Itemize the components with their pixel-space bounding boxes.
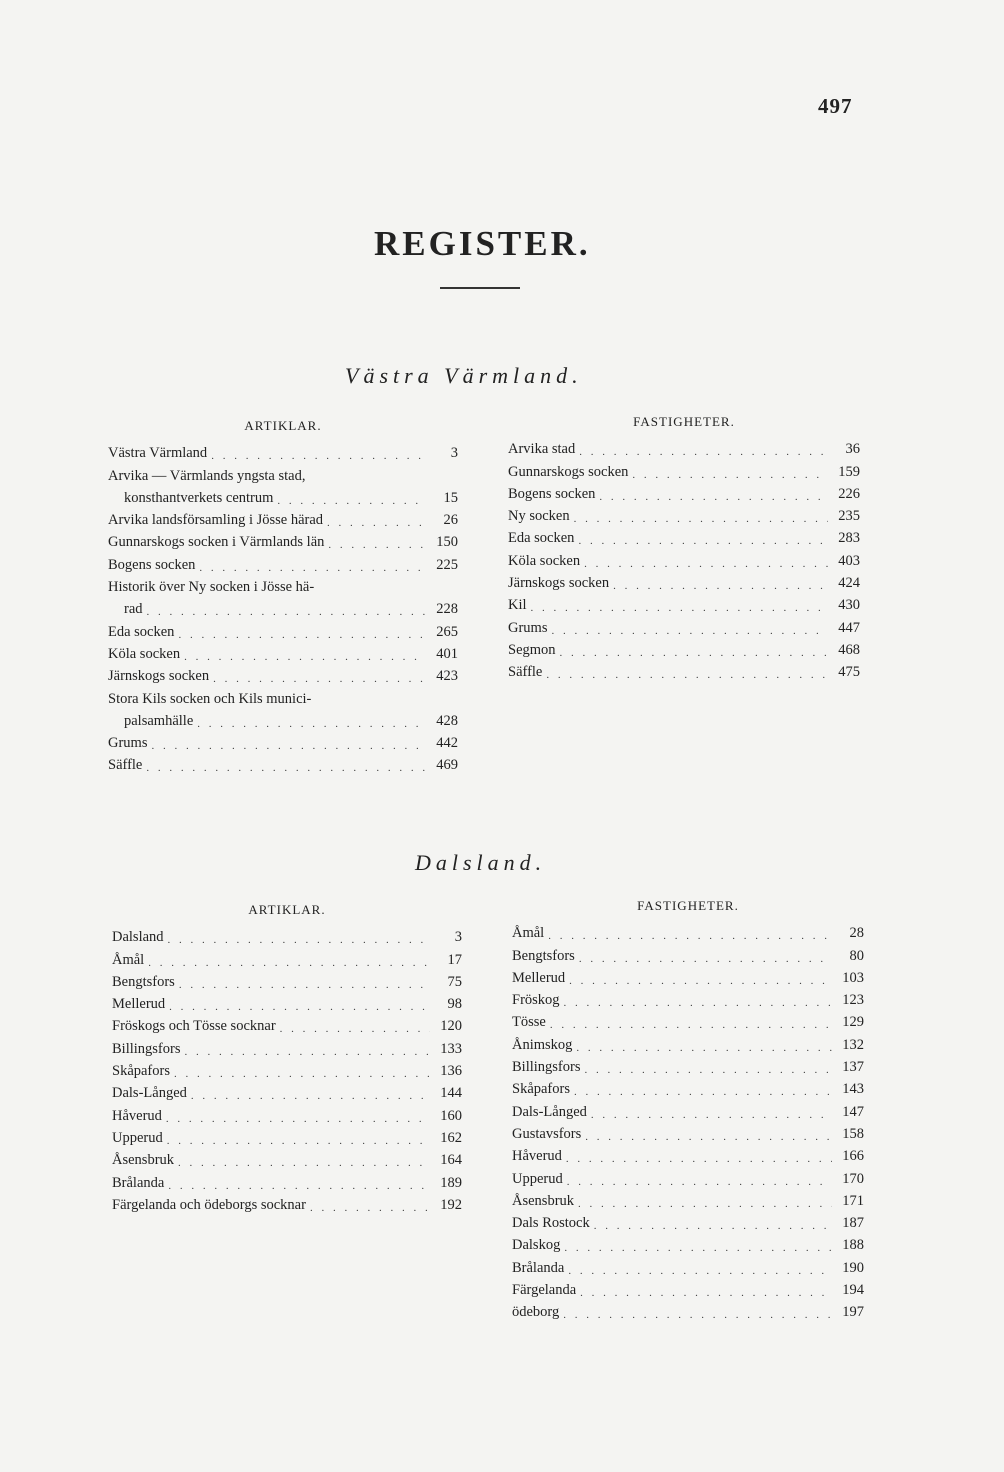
index-entry: [108, 663, 458, 685]
index-entry: [108, 507, 458, 529]
index-entry: [112, 1192, 462, 1214]
entry-title: Upperud: [512, 1170, 563, 1187]
index-entry: [112, 1080, 462, 1102]
index-entry: [508, 614, 860, 636]
index-entry: [108, 596, 458, 618]
entry-title: Mellerud: [512, 969, 566, 986]
dalsland-artiklar-column: [112, 902, 462, 1214]
entry-title: Billingsfors: [512, 1059, 581, 1076]
entry-title: Håverud: [512, 1148, 562, 1165]
index-entry: [112, 1102, 462, 1124]
entry-page-number: 132: [842, 1036, 864, 1053]
index-entry: [512, 1232, 864, 1254]
entry-title: Åsensbruk: [512, 1192, 575, 1209]
index-entry: [512, 1121, 864, 1143]
index-entry: [108, 641, 458, 663]
entry-title: Grums: [508, 619, 548, 636]
index-entry: [512, 1210, 864, 1232]
dot-leader: [567, 1176, 832, 1188]
index-entry: [508, 570, 860, 592]
entry-title: Ny socken: [508, 508, 570, 525]
index-entry: [112, 1013, 462, 1035]
dot-leader: [168, 1180, 430, 1192]
index-entry: [512, 1054, 864, 1076]
entry-page-number: 150: [436, 534, 458, 551]
dalsland-fastigheter-column: [512, 898, 864, 1321]
entry-title: Ånimskog: [512, 1036, 573, 1053]
entry-title: Segmon: [508, 641, 556, 658]
entry-title: Grums: [108, 735, 148, 752]
entry-page-number: 235: [838, 508, 860, 525]
index-entry: [512, 1188, 864, 1210]
entry-page-number: 158: [842, 1125, 864, 1142]
entry-page-number: 3: [450, 445, 458, 462]
entry-title: Brålanda: [512, 1259, 565, 1276]
entry-page-number: 98: [447, 996, 462, 1013]
entry-title: Bengtsfors: [512, 947, 575, 964]
entry-page-number: 147: [842, 1103, 864, 1120]
entry-page-number: 129: [842, 1014, 864, 1031]
dot-leader: [579, 446, 828, 458]
dot-leader: [178, 629, 426, 641]
index-entry: [108, 440, 458, 462]
entry-title: Färgelanda: [512, 1282, 577, 1299]
entry-page-number: 136: [440, 1063, 462, 1080]
entry-title: Stora Kils socken och Kils munici-: [108, 690, 312, 707]
index-entry: [512, 1165, 864, 1187]
entry-page-number: 423: [436, 668, 458, 685]
region-heading-vastra-varmland: Västra Värmland.: [345, 363, 583, 388]
entry-list: [508, 436, 860, 681]
entry-title: Mellerud: [112, 996, 166, 1013]
entry-page-number: 403: [838, 552, 860, 569]
entry-page-number: 80: [849, 947, 864, 964]
dot-leader: [566, 1153, 832, 1165]
dot-leader: [548, 930, 832, 942]
entry-page-number: 401: [436, 645, 458, 662]
entry-page-number: 189: [440, 1174, 462, 1191]
entry-page-number: 171: [842, 1192, 864, 1209]
dot-leader: [166, 1113, 430, 1125]
entry-title: Tösse: [512, 1014, 546, 1031]
entry-page-number: 187: [842, 1215, 864, 1232]
entry-page-number: 144: [440, 1085, 462, 1102]
index-entry: [108, 730, 458, 752]
index-entry: [112, 946, 462, 968]
dot-leader: [564, 1242, 832, 1254]
entry-page-number: 170: [842, 1170, 864, 1187]
dot-leader: [584, 1064, 832, 1076]
entry-page-number: 283: [838, 530, 860, 547]
entry-page-number: 430: [838, 597, 860, 614]
entry-page-number: 123: [842, 992, 864, 1009]
dot-leader: [584, 558, 828, 570]
entry-page-number: 192: [440, 1196, 462, 1213]
entry-page-number: 428: [436, 712, 458, 729]
index-entry: [512, 942, 864, 964]
entry-title: Färgelanda och ödeborgs socknar: [112, 1196, 306, 1213]
dot-leader: [211, 450, 426, 462]
index-entry: [112, 1169, 462, 1191]
dot-leader: [168, 934, 430, 946]
entry-list: [512, 920, 864, 1321]
dot-leader: [563, 1309, 832, 1321]
dot-leader: [574, 1086, 832, 1098]
index-entry: [512, 1098, 864, 1120]
index-entry: [512, 1009, 864, 1031]
entry-page-number: 194: [842, 1282, 864, 1299]
dot-leader: [147, 606, 426, 618]
index-entry: [108, 485, 458, 507]
entry-page-number: 469: [436, 757, 458, 774]
entry-page-number: 103: [842, 969, 864, 986]
entry-title: Bogens socken: [108, 556, 196, 573]
index-entry: [512, 1277, 864, 1299]
column-heading: ARTIKLAR.: [244, 418, 322, 433]
page-number: 497: [818, 94, 853, 118]
entry-title: Eda socken: [508, 530, 575, 547]
dot-leader: [531, 602, 828, 614]
entry-title: Arvika stad: [508, 441, 576, 458]
index-entry: [508, 458, 860, 480]
index-entry: [112, 1058, 462, 1080]
index-entry: [512, 1143, 864, 1165]
region-heading-dalsland: Dalsland.: [415, 850, 547, 875]
entry-list: [112, 924, 462, 1214]
entry-page-number: 226: [838, 485, 860, 502]
dot-leader: [328, 539, 426, 551]
dot-leader: [569, 975, 832, 987]
index-entry: [508, 637, 860, 659]
entry-page-number: 424: [838, 575, 860, 592]
entry-title: Åsensbruk: [112, 1152, 175, 1169]
index-entry: [108, 462, 458, 484]
index-entry: [508, 592, 860, 614]
entry-title: palsamhälle: [124, 712, 194, 729]
index-entry: [508, 659, 860, 681]
entry-title: Billingsfors: [112, 1040, 181, 1057]
index-entry: [508, 481, 860, 503]
entry-title: ödeborg: [512, 1304, 560, 1321]
column-heading: FASTIGHETER.: [633, 414, 735, 429]
index-entry: [112, 924, 462, 946]
entry-title: Dals-Långed: [512, 1103, 587, 1120]
entry-title: Gustavsfors: [512, 1125, 582, 1142]
entry-page-number: 137: [842, 1059, 864, 1076]
index-entry: [112, 969, 462, 991]
index-entry: [108, 752, 458, 774]
entry-page-number: 75: [447, 973, 462, 990]
entry-page-number: 475: [838, 664, 860, 681]
entry-page-number: 160: [440, 1107, 462, 1124]
entry-page-number: 162: [440, 1129, 462, 1146]
index-entry: [512, 965, 864, 987]
entry-title: Säffle: [108, 757, 143, 774]
title-rule: [440, 287, 520, 289]
index-entry: [512, 1031, 864, 1053]
entry-title: Åmål: [112, 951, 145, 968]
entry-title: Åmål: [512, 925, 545, 942]
dot-leader: [564, 997, 832, 1009]
dot-leader: [184, 1046, 430, 1058]
entry-title: Gunnarskogs socken i Värmlands län: [108, 534, 325, 551]
entry-page-number: 15: [443, 489, 458, 506]
index-entry: [108, 685, 458, 707]
entry-page-number: 228: [436, 601, 458, 618]
dot-leader: [191, 1090, 430, 1102]
dot-leader: [580, 1287, 832, 1299]
index-entry: [108, 618, 458, 640]
dot-leader: [568, 1265, 832, 1277]
entry-title: Bengtsfors: [112, 973, 175, 990]
entry-title: Skåpafors: [112, 1063, 170, 1080]
entry-page-number: 197: [842, 1304, 864, 1321]
page-title: REGISTER.: [374, 224, 591, 263]
dot-leader: [213, 673, 426, 685]
index-entry: [108, 574, 458, 596]
dot-leader: [574, 513, 828, 525]
entry-title: konsthantverkets centrum: [124, 489, 274, 506]
column-heading: FASTIGHETER.: [637, 898, 739, 913]
entry-title: Dalsland: [112, 929, 164, 946]
entry-title: Brålanda: [112, 1174, 165, 1191]
index-entry: [108, 551, 458, 573]
entry-title: Dals-Långed: [112, 1085, 187, 1102]
entry-title: Västra Värmland: [108, 445, 208, 462]
entry-page-number: 3: [454, 929, 462, 946]
dot-leader: [146, 762, 426, 774]
dot-leader: [151, 740, 426, 752]
index-entry: [508, 525, 860, 547]
entry-page-number: 133: [440, 1040, 462, 1057]
dot-leader: [178, 1157, 430, 1169]
entry-page-number: 159: [838, 463, 860, 480]
dot-leader: [546, 669, 828, 681]
dot-leader: [169, 1001, 430, 1013]
entry-page-number: 26: [443, 512, 458, 529]
dot-leader: [578, 1198, 832, 1210]
dot-leader: [197, 718, 426, 730]
dot-leader: [578, 535, 828, 547]
entry-title: Köla socken: [108, 645, 181, 662]
dot-leader: [599, 491, 828, 503]
vastra-varmland-artiklar-column: [108, 418, 458, 774]
entry-title: Fröskog: [512, 992, 560, 1009]
index-entry: [512, 1299, 864, 1321]
entry-title: Gunnarskogs socken: [508, 463, 629, 480]
entry-page-number: 190: [842, 1259, 864, 1276]
index-entry: [112, 1125, 462, 1147]
entry-title: Kil: [508, 597, 527, 614]
entry-title: Dals Rostock: [512, 1215, 590, 1232]
entry-title: Köla socken: [508, 552, 581, 569]
index-entry: [108, 529, 458, 551]
entry-page-number: 164: [440, 1152, 462, 1169]
dot-leader: [179, 979, 430, 991]
entry-title: Upperud: [112, 1129, 163, 1146]
entry-list: [108, 440, 458, 774]
index-entry: [112, 991, 462, 1013]
dot-leader: [576, 1042, 832, 1054]
dot-leader: [310, 1202, 430, 1214]
column-heading: ARTIKLAR.: [248, 902, 326, 917]
index-entry: [508, 547, 860, 569]
dot-leader: [594, 1220, 832, 1232]
dot-leader: [280, 1023, 430, 1035]
index-entry: [512, 987, 864, 1009]
entry-title: Säffle: [508, 664, 543, 681]
entry-page-number: 188: [842, 1237, 864, 1254]
entry-title: Dalskog: [512, 1237, 561, 1254]
dot-leader: [327, 517, 426, 529]
vastra-varmland-fastigheter-column: [508, 414, 860, 681]
dot-leader: [585, 1131, 832, 1143]
entry-title: Fröskogs och Tösse socknar: [112, 1018, 276, 1035]
entry-title: Håverud: [112, 1107, 162, 1124]
entry-page-number: 225: [436, 556, 458, 573]
entry-title: rad: [124, 601, 143, 618]
dot-leader: [591, 1109, 832, 1121]
index-entry: [508, 503, 860, 525]
entry-title: Historik över Ny socken i Jösse hä-: [108, 579, 315, 596]
dot-leader: [167, 1135, 430, 1147]
dot-leader: [613, 580, 828, 592]
entry-page-number: 28: [849, 925, 864, 942]
entry-title: Järnskogs socken: [108, 668, 210, 685]
dot-leader: [579, 953, 832, 965]
index-entry: [508, 436, 860, 458]
dot-leader: [184, 651, 426, 663]
index-entry: [108, 708, 458, 730]
dot-leader: [560, 647, 828, 659]
entry-page-number: 36: [845, 441, 860, 458]
entry-page-number: 17: [447, 951, 462, 968]
index-entry: [512, 920, 864, 942]
entry-page-number: 447: [838, 619, 860, 636]
index-entry: [512, 1254, 864, 1276]
dot-leader: [148, 957, 430, 969]
entry-title: Skåpafors: [512, 1081, 570, 1098]
index-entry: [112, 1035, 462, 1057]
entry-title: Järnskogs socken: [508, 575, 610, 592]
entry-title: Arvika — Värmlands yngsta stad,: [108, 467, 306, 484]
entry-title: Arvika landsförsamling i Jösse härad: [108, 512, 324, 529]
index-entry: [512, 1076, 864, 1098]
entry-title: Bogens socken: [508, 485, 596, 502]
entry-page-number: 265: [436, 623, 458, 640]
dot-leader: [199, 562, 426, 574]
entry-title: Eda socken: [108, 623, 175, 640]
dot-leader: [632, 469, 828, 481]
index-entry: [112, 1147, 462, 1169]
dot-leader: [174, 1068, 430, 1080]
entry-page-number: 468: [838, 641, 860, 658]
dot-leader: [550, 1019, 832, 1031]
entry-page-number: 166: [842, 1148, 864, 1165]
entry-page-number: 143: [842, 1081, 864, 1098]
dot-leader: [277, 495, 426, 507]
entry-page-number: 120: [440, 1018, 462, 1035]
entry-page-number: 442: [436, 735, 458, 752]
dot-leader: [551, 625, 828, 637]
